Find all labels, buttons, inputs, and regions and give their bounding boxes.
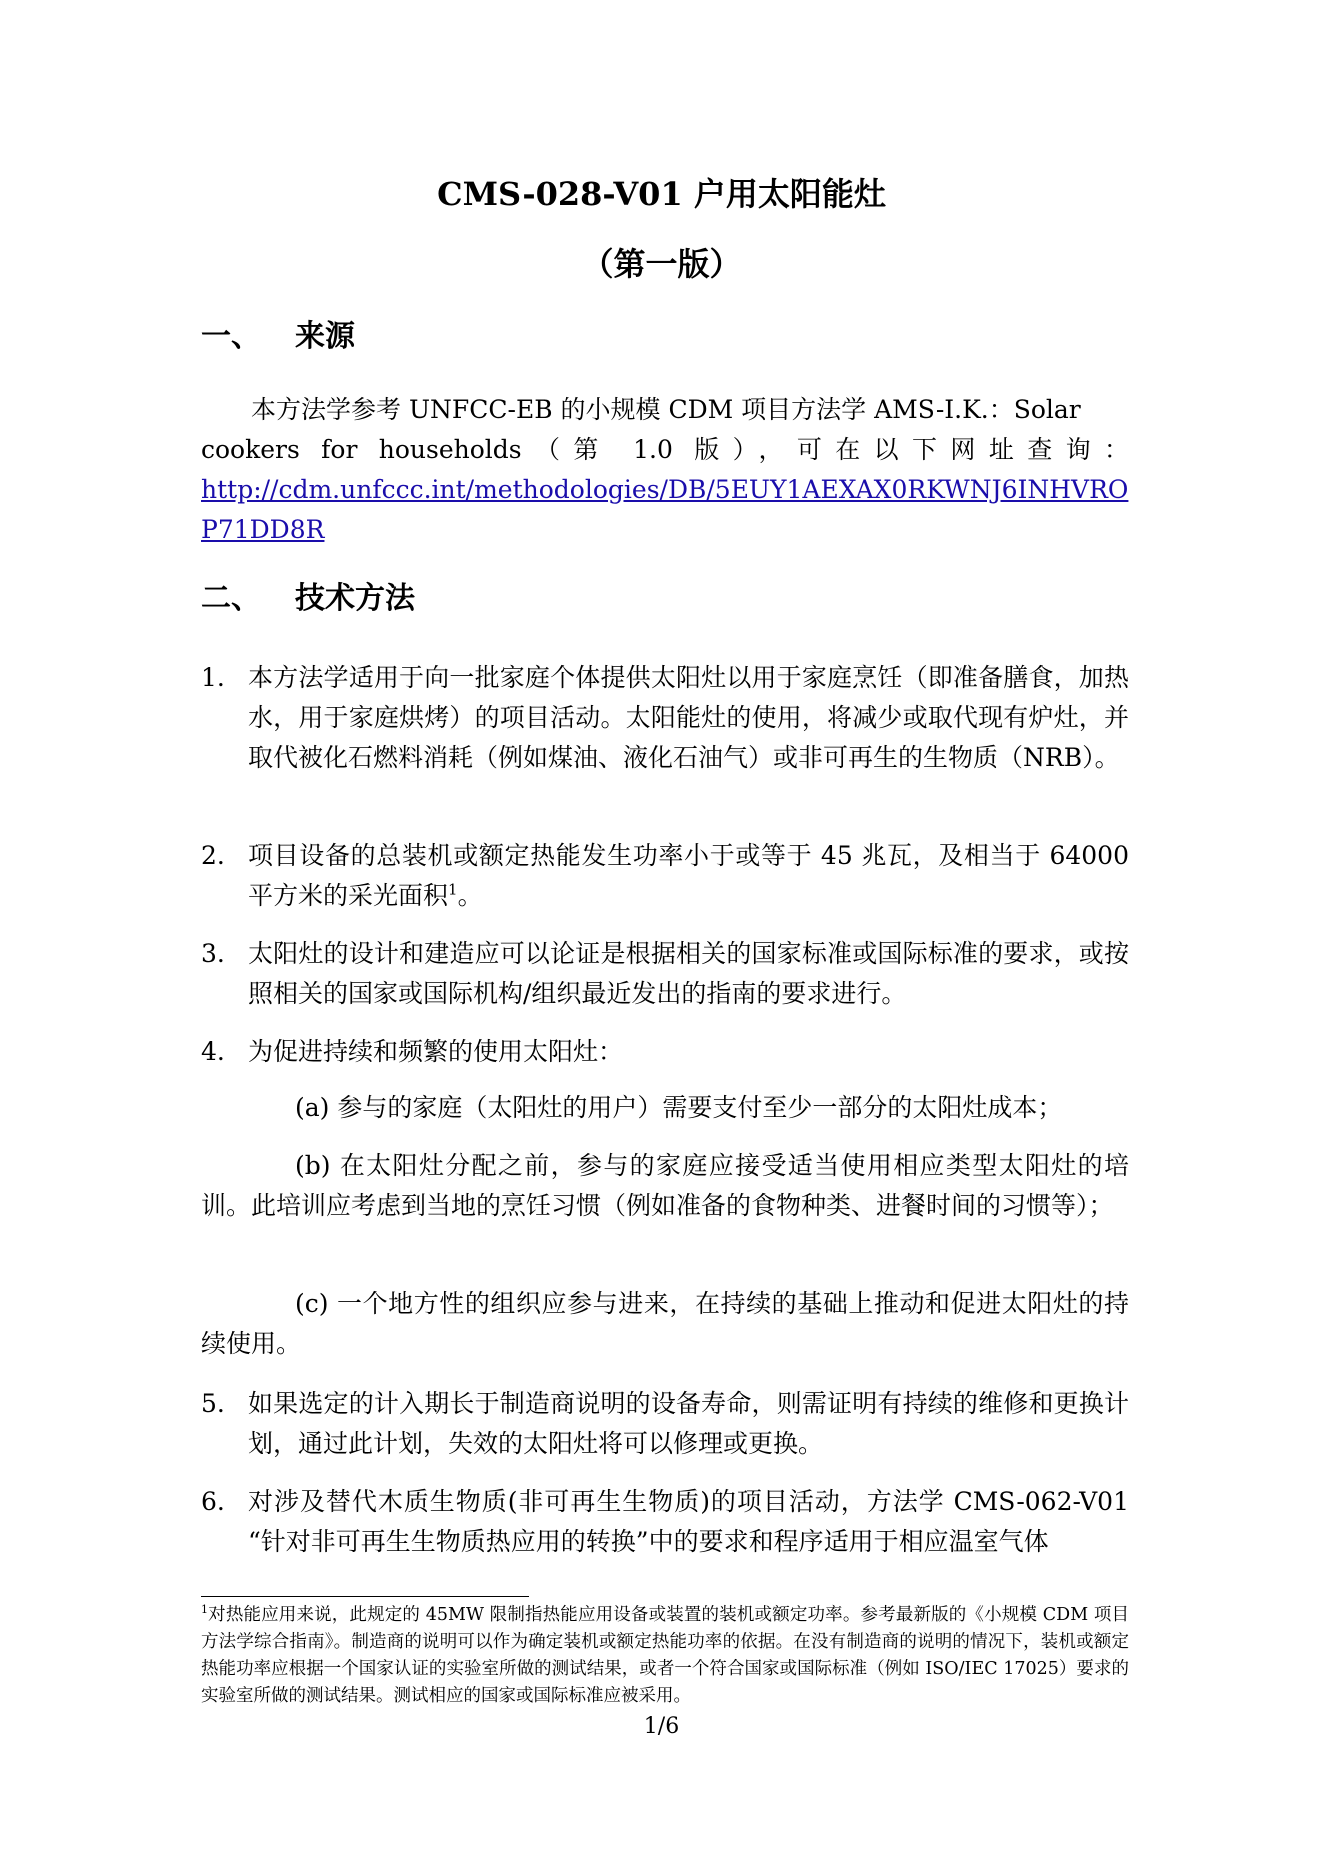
list-item-text: 为促进持续和频繁的使用太阳灶： [248, 1037, 624, 1066]
section-number: 二、 [201, 581, 261, 616]
footnote-text: 对热能应用来说，此规定的 45MW 限制指热能应用设备或装置的装机或额定功率。参考最新版的《小规模 CDM 项目方法学综合指南》。制造商的说明可以作为确定装机或额定热能功率的依据。在没有制造商的说明的情况下，装机或额定热能功率应根据一个国家认证的实验室所做的测试结果，或者一个符合国家或国际标准（例如 ISO/IEC 17025）要求的实验室所做的测试结果。测试相应的国家或国际标准应被采用。 [201, 1605, 1129, 1706]
sub-item [201, 1146, 1129, 1226]
list-item-number: 4. [201, 1037, 225, 1066]
list-item-number: 6. [201, 1487, 225, 1516]
sub-item-label: (a) [295, 1093, 330, 1122]
sub-item-text: 在太阳灶分配之前，参与的家庭应接受适当使用相应类型太阳灶的培训。此培训应考虑到当地的烹饪习惯（例如准备的食物种类、进餐时间的习惯等）； [201, 1151, 1129, 1220]
list-item-number: 3. [201, 939, 225, 968]
footnote-reference[interactable]: 1 [448, 880, 458, 899]
source-line-2: cookers for households（第 1.0 版），可在以下网址查询： [201, 435, 1129, 464]
list-item [201, 658, 1129, 778]
sub-item [201, 1088, 1129, 1128]
footnote-separator [201, 1596, 529, 1597]
sub-item-text: 参与的家庭（太阳灶的用户）需要支付至少一部分的太阳灶成本； [337, 1093, 1063, 1122]
list-item-text: 太阳灶的设计和建造应可以论证是根据相关的国家标准或国际标准的要求，或按照相关的国家或国际机构/组织最近发出的指南的要求进行。 [248, 939, 1129, 1008]
methodology-link[interactable]: http://cdm.unfccc.int/methodologies/DB/5EUY1AEXAX0RKWNJ6INHVROP71DD8R [201, 475, 1129, 544]
list-item [201, 934, 1129, 1014]
list-item-tail: 。 [457, 881, 483, 910]
list-item-body: 项目设备的总装机或额定热能发生功率小于或等于 45 兆瓦，及相当于 64000 平方米的采光面积 [248, 841, 1129, 910]
list-item [201, 1032, 1129, 1072]
footnote-marker: 1 [201, 1603, 208, 1617]
list-item-number: 1. [201, 663, 225, 692]
document-title: CMS-028-V01 户用太阳能灶 [437, 175, 886, 213]
sub-item-label: (b) [295, 1151, 331, 1180]
section-number: 一、 [201, 319, 261, 354]
list-item [201, 1384, 1129, 1464]
source-paragraph [201, 390, 1129, 550]
source-line-1: 本方法学参考 UNFCC-EB 的小规模 CDM 项目方法学 AMS-I.K.：Solar [251, 395, 1081, 424]
section-heading-source [201, 316, 355, 358]
list-item-text [248, 836, 1129, 916]
section-title: 技术方法 [295, 581, 415, 616]
list-item-text: 本方法学适用于向一批家庭个体提供太阳灶以用于家庭烹饪（即准备膳食，加热水，用于家庭烘烤）的项目活动。太阳能灶的使用，将减少或取代现有炉灶，并取代被化石燃料消耗（例如煤油、液化石油气）或非可再生的生物质（NRB）。 [248, 663, 1129, 772]
list-item-text: 如果选定的计入期长于制造商说明的设备寿命，则需证明有持续的维修和更换计划，通过此计划，失效的太阳灶将可以修理或更换。 [248, 1389, 1129, 1458]
document-subtitle: （第一版） [581, 245, 742, 283]
footnote [201, 1602, 1129, 1710]
section-heading-method [201, 578, 415, 620]
list-item [201, 836, 1129, 916]
sub-item-label: (c) [295, 1289, 329, 1318]
sub-item-text: 一个地方性的组织应参与进来，在持续的基础上推动和促进太阳灶的持续使用。 [201, 1289, 1129, 1358]
list-item-text: 对涉及替代木质生物质(非可再生生物质)的项目活动，方法学 CMS-062-V01 “针对非可再生生物质热应用的转换”中的要求和程序适用于相应温室气体 [248, 1487, 1129, 1556]
list-item-number: 5. [201, 1389, 225, 1418]
sub-item [201, 1284, 1129, 1364]
list-item [201, 1482, 1129, 1562]
list-item-number: 2. [201, 841, 225, 870]
section-title: 来源 [295, 319, 355, 354]
page-number: 1/6 [643, 1714, 680, 1739]
